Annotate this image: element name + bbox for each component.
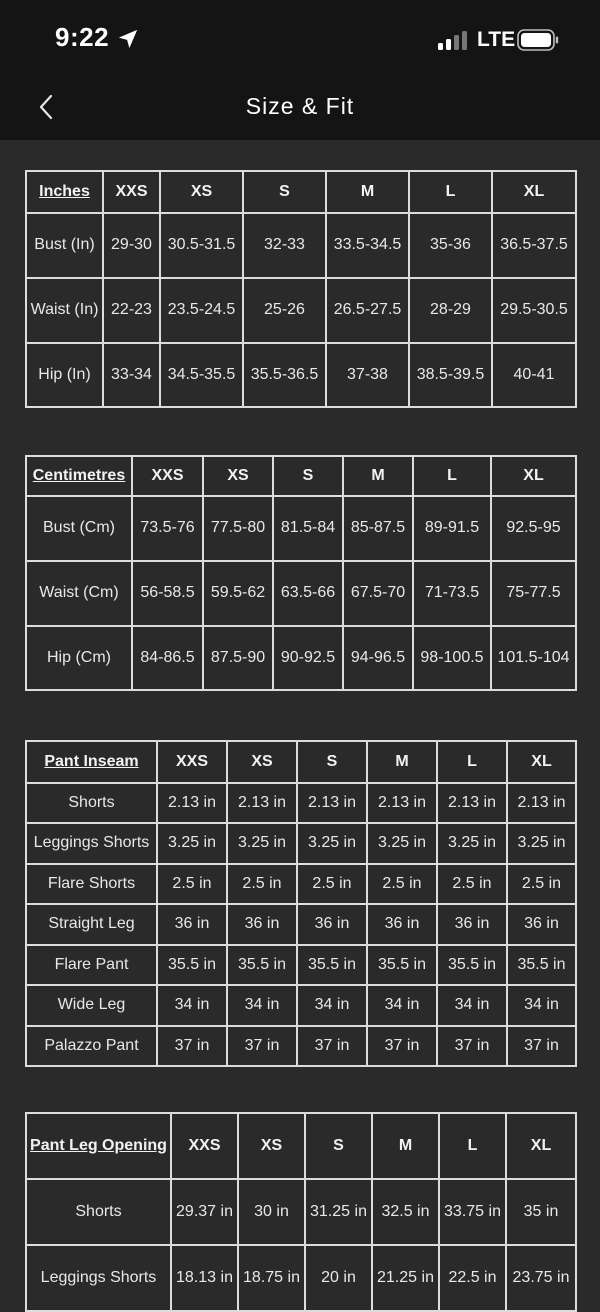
status-time: 9:22 [55, 22, 110, 52]
measurement-label: Straight Leg [26, 904, 157, 945]
measurement-value: 73.5-76 [132, 496, 203, 561]
measurement-value: 84-86.5 [132, 626, 203, 690]
measurement-label: Leggings Shorts [26, 823, 157, 864]
measurement-value: 2.5 in [157, 864, 227, 904]
header-row [26, 1113, 576, 1179]
measurement-value: 36 in [297, 904, 367, 945]
size-column-header: S [273, 456, 343, 496]
measurement-value: 34 in [507, 985, 576, 1026]
measurement-value: 29-30 [103, 213, 160, 278]
measurement-value: 36 in [157, 904, 227, 945]
size-column-header: S [243, 171, 326, 213]
size-column-header: L [409, 171, 492, 213]
header-row [26, 456, 576, 496]
table-row [26, 561, 576, 626]
measurement-label: Palazzo Pant [26, 1026, 157, 1066]
table-row [26, 823, 576, 864]
measurement-value: 2.13 in [157, 783, 227, 823]
measurement-label: Flare Pant [26, 945, 157, 985]
measurement-value: 2.5 in [437, 864, 507, 904]
measurement-value: 2.5 in [297, 864, 367, 904]
measurement-label: Wide Leg [26, 985, 157, 1026]
header-row [26, 741, 576, 783]
size-column-header: L [413, 456, 491, 496]
size-column-header: XL [491, 456, 576, 496]
measurement-value: 101.5-104 [491, 626, 576, 690]
table-row [26, 783, 576, 823]
measurement-value: 2.13 in [367, 783, 437, 823]
size-column-header: XL [506, 1113, 576, 1179]
measurement-value: 35.5-36.5 [243, 343, 326, 407]
measurement-label: Hip (Cm) [26, 626, 132, 690]
page-title: Size & Fit [245, 93, 355, 119]
measurement-value: 90-92.5 [273, 626, 343, 690]
table-row [26, 864, 576, 904]
location-arrow-icon [117, 28, 139, 50]
size-column-header: XS [203, 456, 273, 496]
measurement-value: 25-26 [243, 278, 326, 343]
table-row [26, 985, 576, 1026]
measurement-value: 2.13 in [437, 783, 507, 823]
measurement-value: 37 in [367, 1026, 437, 1066]
measurement-value: 29.5-30.5 [492, 278, 576, 343]
table-row [26, 213, 576, 278]
measurement-value: 35.5 in [227, 945, 297, 985]
measurement-value: 34 in [437, 985, 507, 1026]
measurement-value: 98-100.5 [413, 626, 491, 690]
measurement-value: 37-38 [326, 343, 409, 407]
size-column-header: XXS [103, 171, 160, 213]
size-column-header: XL [507, 741, 576, 783]
size-column-header: XXS [157, 741, 227, 783]
size-column-header: M [372, 1113, 439, 1179]
measurement-value: 30 in [238, 1179, 305, 1245]
size-column-header: M [343, 456, 413, 496]
measurement-value: 94-96.5 [343, 626, 413, 690]
measurement-value: 31.25 in [305, 1179, 372, 1245]
measurement-value: 35.5 in [437, 945, 507, 985]
measurement-value: 75-77.5 [491, 561, 576, 626]
header-row [26, 171, 576, 213]
measurement-value: 92.5-95 [491, 496, 576, 561]
measurement-value: 3.25 in [297, 823, 367, 864]
measurement-value: 30.5-31.5 [160, 213, 243, 278]
measurement-label: Waist (In) [26, 278, 103, 343]
size-table-inches [25, 170, 577, 408]
measurement-value: 29.37 in [171, 1179, 238, 1245]
measurement-value: 35.5 in [507, 945, 576, 985]
size-table-pant-leg-opening [25, 1112, 577, 1312]
measurement-label: Leggings Shorts [26, 1245, 171, 1311]
table-unit-label: Pant Leg Opening [26, 1113, 171, 1179]
size-column-header: XS [227, 741, 297, 783]
table-row [26, 904, 576, 945]
measurement-value: 18.13 in [171, 1245, 238, 1311]
measurement-value: 33.75 in [439, 1179, 506, 1245]
measurement-label: Bust (In) [26, 213, 103, 278]
measurement-value: 2.13 in [297, 783, 367, 823]
measurement-value: 35 in [506, 1179, 576, 1245]
measurement-value: 71-73.5 [413, 561, 491, 626]
measurement-label: Shorts [26, 783, 157, 823]
measurement-label: Hip (In) [26, 343, 103, 407]
top-bar [0, 0, 600, 140]
measurement-value: 35.5 in [297, 945, 367, 985]
table-row [26, 1026, 576, 1066]
size-column-header: L [439, 1113, 506, 1179]
battery-icon [517, 29, 559, 51]
measurement-value: 34.5-35.5 [160, 343, 243, 407]
measurement-value: 3.25 in [157, 823, 227, 864]
measurement-value: 35-36 [409, 213, 492, 278]
measurement-value: 89-91.5 [413, 496, 491, 561]
measurement-value: 23.5-24.5 [160, 278, 243, 343]
measurement-value: 77.5-80 [203, 496, 273, 561]
measurement-value: 37 in [437, 1026, 507, 1066]
size-column-header: XXS [132, 456, 203, 496]
measurement-value: 21.25 in [372, 1245, 439, 1311]
measurement-value: 81.5-84 [273, 496, 343, 561]
measurement-value: 23.75 in [506, 1245, 576, 1311]
measurement-value: 2.5 in [507, 864, 576, 904]
table-row [26, 278, 576, 343]
measurement-value: 33-34 [103, 343, 160, 407]
measurement-value: 2.13 in [507, 783, 576, 823]
measurement-value: 36 in [437, 904, 507, 945]
measurement-value: 36 in [507, 904, 576, 945]
table-row [26, 343, 576, 407]
measurement-value: 87.5-90 [203, 626, 273, 690]
measurement-label: Shorts [26, 1179, 171, 1245]
size-column-header: S [305, 1113, 372, 1179]
measurement-value: 37 in [157, 1026, 227, 1066]
size-column-header: XS [238, 1113, 305, 1179]
measurement-value: 28-29 [409, 278, 492, 343]
size-column-header: M [326, 171, 409, 213]
size-table-pant-inseam [25, 740, 577, 1067]
size-column-header: XL [492, 171, 576, 213]
size-column-header: XXS [171, 1113, 238, 1179]
measurement-value: 2.5 in [367, 864, 437, 904]
measurement-value: 26.5-27.5 [326, 278, 409, 343]
table-row [26, 1245, 576, 1311]
measurement-label: Flare Shorts [26, 864, 157, 904]
size-column-header: L [437, 741, 507, 783]
measurement-label: Bust (Cm) [26, 496, 132, 561]
measurement-value: 18.75 in [238, 1245, 305, 1311]
network-type: LTE [477, 28, 516, 51]
measurement-value: 3.25 in [367, 823, 437, 864]
measurement-value: 2.13 in [227, 783, 297, 823]
measurement-value: 37 in [507, 1026, 576, 1066]
size-column-header: S [297, 741, 367, 783]
signal-strength-icon [438, 30, 468, 50]
size-table-centimetres [25, 455, 577, 691]
measurement-value: 3.25 in [227, 823, 297, 864]
table-unit-label: Pant Inseam [26, 741, 157, 783]
measurement-value: 20 in [305, 1245, 372, 1311]
measurement-value: 36.5-37.5 [492, 213, 576, 278]
table-unit-label: Centimetres [26, 456, 132, 496]
measurement-value: 34 in [297, 985, 367, 1026]
measurement-label: Waist (Cm) [26, 561, 132, 626]
measurement-value: 32.5 in [372, 1179, 439, 1245]
measurement-value: 22.5 in [439, 1245, 506, 1311]
measurement-value: 33.5-34.5 [326, 213, 409, 278]
measurement-value: 35.5 in [367, 945, 437, 985]
measurement-value: 63.5-66 [273, 561, 343, 626]
measurement-value: 3.25 in [437, 823, 507, 864]
measurement-value: 3.25 in [507, 823, 576, 864]
measurement-value: 85-87.5 [343, 496, 413, 561]
measurement-value: 34 in [227, 985, 297, 1026]
table-row [26, 496, 576, 561]
size-column-header: XS [160, 171, 243, 213]
measurement-value: 56-58.5 [132, 561, 203, 626]
table-row [26, 945, 576, 985]
measurement-value: 32-33 [243, 213, 326, 278]
measurement-value: 22-23 [103, 278, 160, 343]
measurement-value: 36 in [367, 904, 437, 945]
measurement-value: 34 in [367, 985, 437, 1026]
measurement-value: 40-41 [492, 343, 576, 407]
size-column-header: M [367, 741, 437, 783]
measurement-value: 59.5-62 [203, 561, 273, 626]
table-row [26, 1179, 576, 1245]
measurement-value: 37 in [297, 1026, 367, 1066]
measurement-value: 35.5 in [157, 945, 227, 985]
table-unit-label: Inches [26, 171, 103, 213]
measurement-value: 38.5-39.5 [409, 343, 492, 407]
measurement-value: 36 in [227, 904, 297, 945]
measurement-value: 37 in [227, 1026, 297, 1066]
measurement-value: 34 in [157, 985, 227, 1026]
measurement-value: 67.5-70 [343, 561, 413, 626]
table-row [26, 626, 576, 690]
measurement-value: 2.5 in [227, 864, 297, 904]
